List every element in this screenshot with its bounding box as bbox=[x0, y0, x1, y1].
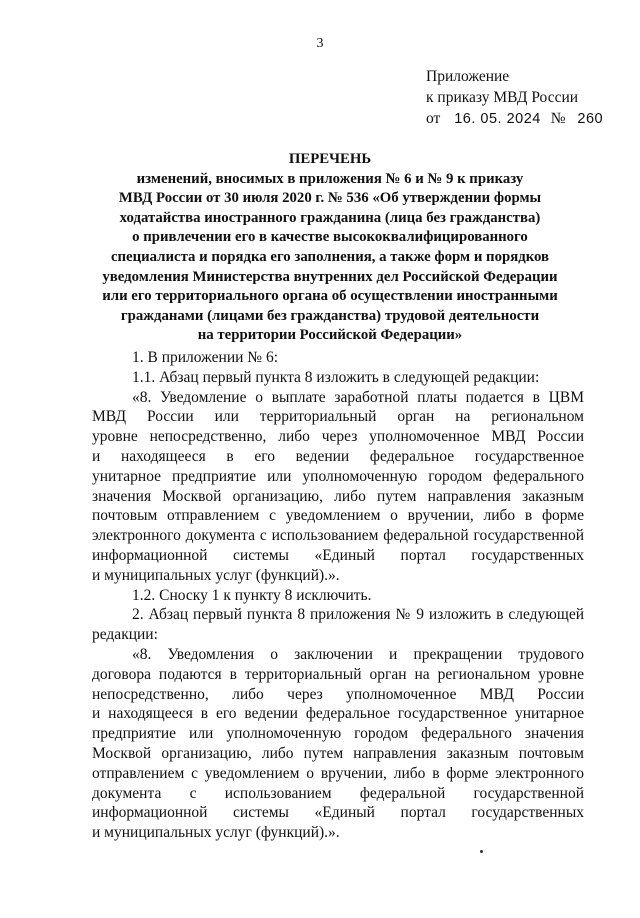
title-line: ходатайства иностранного гражданина (лица без гражданства) bbox=[119, 209, 541, 226]
body-line: информационной системы «Единый портал государственных bbox=[92, 546, 584, 564]
body-line: почтовым отправлением с уведомлением о вручении, либо в форме bbox=[92, 507, 584, 525]
page-number: 3 bbox=[316, 36, 324, 51]
body-line: предприятие или уполномоченную городом федерального значения bbox=[92, 725, 584, 743]
document-title bbox=[90, 150, 570, 346]
body-line: МВД России или территориальный орган на региональном bbox=[92, 408, 584, 426]
body-line: «8. Уведомление о выплате заработной платы подается в ЦВМ bbox=[132, 388, 584, 406]
title-line: гражданами (лицами без гражданства) трудовой деятельности bbox=[120, 307, 540, 324]
body-line: и находящееся в его ведении федеральное государственное bbox=[92, 447, 584, 465]
body-line: и муниципальных услуг (функций).». bbox=[92, 824, 340, 842]
appendix-date-line bbox=[426, 108, 603, 130]
appendix-line-1: Приложение bbox=[426, 68, 510, 85]
body-line: 2. Абзац первый пункта 8 приложения № 9 изложить в следующей bbox=[132, 606, 584, 624]
body-line: 1.1. Абзац первый пункта 8 изложить в следующей редакции: bbox=[132, 368, 540, 386]
body-line: «8. Уведомления о заключении и прекращении трудового bbox=[132, 645, 584, 663]
body-line: значения Москвой организацию, либо путем направления заказным bbox=[92, 487, 584, 505]
title-line: или его территориального органа об осуществлении иностранными bbox=[102, 288, 558, 305]
title-line: МВД России от 30 июля 2020 г. № 536 «Об утверждении формы bbox=[118, 190, 542, 207]
title-line: изменений, вносимых в приложения № 6 и № 9 к приказу bbox=[136, 170, 524, 187]
title-line: уведомления Министерства внутренних дел Российской Федерации bbox=[102, 268, 558, 285]
title-line: на территории Российской Федерации» bbox=[197, 327, 463, 344]
body-line: редакции: bbox=[92, 626, 158, 644]
date-value: 16. 05. 2024 bbox=[454, 111, 541, 127]
appendix-line-2: к приказу МВД России bbox=[426, 89, 579, 106]
body-line: отправлением с уведомлением о вручении, либо в форме электронного bbox=[92, 764, 584, 782]
title-heading: ПЕРЕЧЕНЬ bbox=[288, 151, 372, 167]
document-body bbox=[92, 348, 584, 843]
body-line: и муниципальных услуг (функций).». bbox=[92, 566, 340, 584]
title-line: специалиста и порядка его заполнения, а также форм и порядков bbox=[110, 248, 550, 265]
title-line: о привлечении его в качестве высококвалифицированного bbox=[132, 229, 528, 246]
body-line: уровне непосредственно, либо через уполномоченное МВД России bbox=[92, 428, 584, 446]
number-value: 260 bbox=[577, 111, 604, 127]
body-line: 1.2. Сноску 1 к пункту 8 исключить. bbox=[132, 586, 372, 604]
body-line: электронного документа с использованием федеральной государственной bbox=[92, 527, 584, 545]
body-line: документа с использованием федеральной государственной bbox=[92, 784, 584, 802]
body-line: унитарное предприятие или уполномоченную городом федерального bbox=[92, 467, 584, 485]
body-line: 1. В приложении № 6: bbox=[132, 349, 279, 366]
appendix-block bbox=[426, 66, 603, 130]
body-line: и находящееся в его ведении федеральное государственное унитарное bbox=[92, 705, 584, 723]
body-line: договора подаются в территориальный орган на региональном уровне bbox=[92, 665, 584, 683]
body-line: информационной системы «Единый портал государственных bbox=[92, 804, 584, 822]
body-line: Москвой организацию, либо путем направления заказным почтовым bbox=[92, 744, 584, 762]
date-prefix: от bbox=[426, 110, 441, 127]
body-line: непосредственно, либо через уполномоченное МВД России bbox=[92, 685, 584, 703]
scan-speck bbox=[480, 850, 483, 853]
number-prefix: № bbox=[550, 110, 566, 127]
